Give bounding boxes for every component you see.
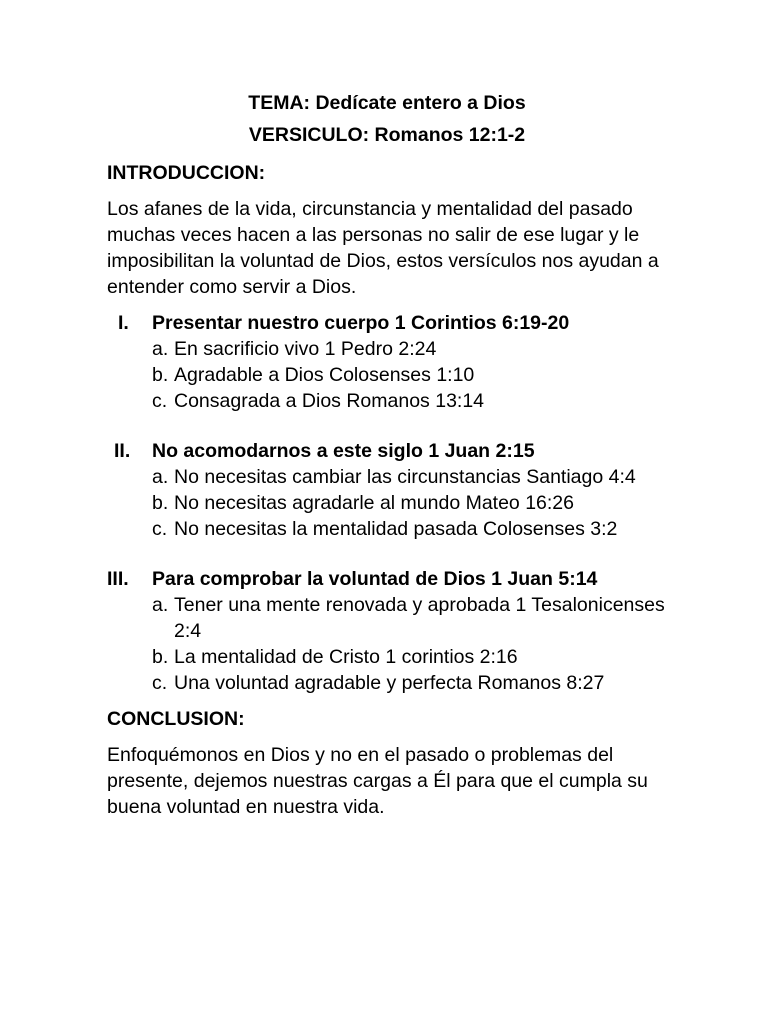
introduction-text: Los afanes de la vida, circunstancia y mentalidad del pasado muchas veces hacen a las personas no salir de ese lugar y le imposibilitan la voluntad de Dios, estos versículos nos ayudan a entender como servir a Dios. [107,198,659,298]
item-letter: a. [152,338,169,360]
section-items [107,464,667,542]
introduction-heading: INTRODUCCION: [107,162,266,184]
item-letter: a. [152,466,169,488]
item-text: Agradable a Dios Colosenses 1:10 [174,364,475,386]
item-letter: c. [152,672,168,694]
section-heading [107,310,667,336]
item-text: No necesitas cambiar las circunstancias Santiago 4:4 [174,466,636,488]
document-title: TEMA: Dedícate entero a Dios [248,92,526,114]
section-2 [107,438,667,542]
item-text: Tener una mente renovada y aprobada 1 Tesalonicenses 2:4 [174,594,665,642]
item-text: La mentalidad de Cristo 1 corintios 2:16 [174,646,518,668]
item-letter: b. [152,492,169,514]
item-text: Una voluntad agradable y perfecta Romanos 8:27 [174,672,605,694]
item-letter: c. [152,518,168,540]
list-item [152,464,667,490]
section-heading [107,566,667,592]
list-item [152,362,667,388]
list-item [152,516,667,542]
section-items [107,336,667,414]
item-text: En sacrificio vivo 1 Pedro 2:24 [174,338,437,360]
section-title: Para comprobar la voluntad de Dios 1 Juan 5:14 [152,568,598,590]
item-letter: b. [152,364,169,386]
list-item [152,336,667,362]
item-text: No necesitas agradarle al mundo Mateo 16:26 [174,492,574,514]
list-item [152,670,667,696]
section-numeral: II. [114,440,131,462]
conclusion-text: Enfoquémonos en Dios y no en el pasado o problemas del presente, dejemos nuestras cargas a Él para que el cumpla su buena voluntad en nuestra vida. [107,744,648,818]
section-numeral: I. [118,312,129,334]
list-item [152,644,667,670]
list-item [152,592,667,644]
section-heading [107,438,667,464]
section-items [107,592,667,696]
section-title: No acomodarnos a este siglo 1 Juan 2:15 [152,440,535,462]
section-numeral: III. [107,568,129,590]
section-title: Presentar nuestro cuerpo 1 Corintios 6:19-20 [152,312,570,334]
item-text: No necesitas la mentalidad pasada Colosenses 3:2 [174,518,618,540]
list-item [152,388,667,414]
conclusion-heading: CONCLUSION: [107,708,245,730]
list-item [152,490,667,516]
section-3 [107,566,667,696]
section-1 [107,310,667,414]
item-text: Consagrada a Dios Romanos 13:14 [174,390,485,412]
item-letter: a. [152,594,169,616]
item-letter: c. [152,390,168,412]
document-page [107,90,667,830]
item-letter: b. [152,646,169,668]
verse-reference: VERSICULO: Romanos 12:1-2 [248,124,526,146]
